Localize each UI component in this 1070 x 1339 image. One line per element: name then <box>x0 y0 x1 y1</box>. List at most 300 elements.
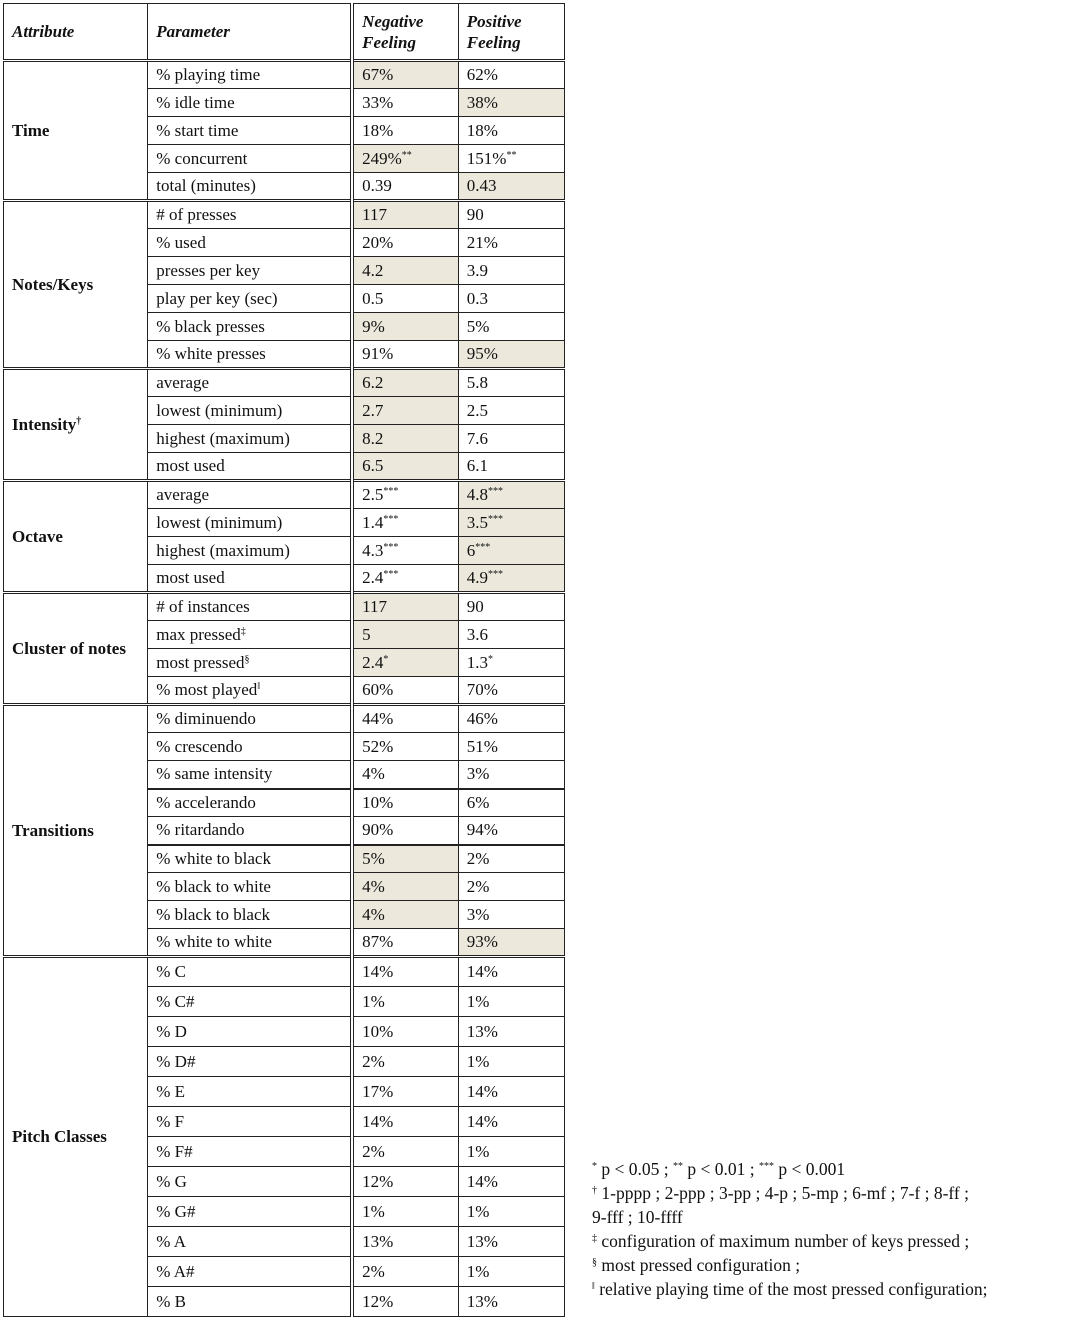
parameter-label: most used <box>156 568 225 587</box>
positive-value-cell <box>458 229 564 257</box>
negative-value-cell <box>352 509 458 537</box>
negative-value-cell <box>352 565 458 593</box>
parameter-cell <box>148 229 352 257</box>
negative-value-cell <box>352 1017 458 1047</box>
results-table <box>3 3 565 1317</box>
header-row <box>4 4 565 61</box>
positive-value: 3.5 <box>466 512 489 532</box>
footnotes <box>592 1157 1070 1301</box>
positive-value: 4.8 <box>466 485 489 504</box>
positive-value-cell <box>458 901 564 929</box>
positive-value-cell <box>458 89 564 117</box>
negative-value-cell <box>352 537 458 565</box>
parameter-label: most pressed <box>156 652 245 672</box>
negative-value: 87% <box>362 932 394 951</box>
parameter-label: % A <box>156 1231 186 1251</box>
attribute-label: Cluster of notes <box>12 638 126 658</box>
header-parameter: Parameter <box>148 4 352 61</box>
negative-value: 60% <box>362 680 394 699</box>
negative-sup: *** <box>383 569 399 580</box>
positive-value: 1% <box>466 1261 490 1281</box>
parameter-cell <box>148 901 352 929</box>
negative-sup: *** <box>383 541 399 553</box>
parameter-label: % black to black <box>156 904 271 924</box>
parameter-cell <box>148 257 352 285</box>
parameter-cell <box>148 1077 352 1107</box>
positive-value-cell <box>458 397 564 425</box>
parameter-cell <box>148 733 352 761</box>
negative-value: 13% <box>362 1231 394 1251</box>
attribute-sup: † <box>76 415 82 427</box>
positive-value-cell <box>458 1167 564 1197</box>
negative-value-cell <box>352 621 458 649</box>
negative-value: 249% <box>362 148 402 168</box>
negative-value-cell <box>352 285 458 313</box>
negative-value: 2.7 <box>362 400 384 420</box>
footnote-text: most pressed configuration ; <box>597 1255 801 1275</box>
positive-value-cell <box>458 1227 564 1257</box>
positive-value-cell <box>458 1077 564 1107</box>
positive-value-cell <box>458 621 564 649</box>
positive-value: 0.3 <box>466 288 489 308</box>
positive-value-cell <box>458 1257 564 1287</box>
parameter-cell <box>148 425 352 453</box>
positive-value: 1% <box>466 1201 490 1221</box>
positive-value-cell <box>458 565 564 593</box>
positive-value-cell <box>458 817 564 845</box>
positive-value: 90 <box>466 597 484 616</box>
footnote-most-played <box>592 1277 1070 1301</box>
parameter-label: lowest (minimum) <box>156 512 283 532</box>
parameter-label: % E <box>156 1081 186 1101</box>
positive-value-cell <box>458 649 564 677</box>
positive-value: 13% <box>466 1231 498 1251</box>
negative-value-cell <box>352 89 458 117</box>
positive-value: 6.1 <box>466 456 489 475</box>
parameter-cell <box>148 1137 352 1167</box>
parameter-cell <box>148 789 352 817</box>
negative-value: 0.5 <box>362 288 384 308</box>
positive-value: 2.5 <box>466 400 489 420</box>
negative-value-cell <box>352 397 458 425</box>
negative-sup: *** <box>383 486 399 497</box>
parameter-cell <box>148 649 352 677</box>
attribute-label: Notes/Keys <box>12 274 94 294</box>
table-row <box>4 201 565 229</box>
negative-sup: ** <box>401 149 412 161</box>
footnote-text: 1-pppp ; 2-ppp ; 3-pp ; 4-p ; 5-mp ; 6-mf ; 7-f ; 8-ff ; <box>597 1183 969 1203</box>
parameter-label: % same intensity <box>156 764 273 784</box>
negative-value: 2% <box>362 1051 385 1071</box>
negative-value: 10% <box>362 1021 394 1041</box>
negative-value: 6.5 <box>362 456 384 475</box>
positive-value: 18% <box>466 120 498 140</box>
positive-value: 6% <box>466 792 490 812</box>
parameter-cell <box>148 1257 352 1287</box>
positive-value-cell <box>458 537 564 565</box>
parameter-cell <box>148 341 352 369</box>
positive-value: 3% <box>466 904 490 924</box>
footnote-sup: ‡ <box>592 1233 597 1244</box>
attribute-label: Time <box>12 120 50 140</box>
footnote-text: configuration of maximum number of keys pressed ; <box>597 1231 970 1251</box>
parameter-cell <box>148 987 352 1017</box>
negative-value-cell <box>352 1197 458 1227</box>
positive-value: 90 <box>466 205 484 224</box>
negative-value-cell <box>352 201 458 229</box>
parameter-cell <box>148 61 352 89</box>
footnote-sup: *** <box>758 1161 774 1172</box>
negative-value-cell <box>352 987 458 1017</box>
positive-value-cell <box>458 873 564 901</box>
parameter-cell <box>148 873 352 901</box>
negative-value-cell <box>352 789 458 817</box>
attribute-cell <box>4 201 148 369</box>
attribute-cell <box>4 369 148 481</box>
positive-value-cell <box>458 1107 564 1137</box>
negative-value: 9% <box>362 316 385 336</box>
positive-value: 14% <box>466 1111 498 1131</box>
negative-value: 4.2 <box>362 260 384 280</box>
positive-value: 21% <box>466 232 498 252</box>
parameter-cell <box>148 761 352 789</box>
positive-value: 46% <box>466 709 498 728</box>
negative-value: 2.5 <box>362 485 384 504</box>
negative-value-cell <box>352 229 458 257</box>
negative-value: 44% <box>362 709 394 728</box>
attribute-cell <box>4 481 148 593</box>
negative-value: 14% <box>362 962 394 981</box>
negative-value-cell <box>352 901 458 929</box>
positive-value: 14% <box>466 962 498 981</box>
parameter-sup: ‡ <box>240 625 246 637</box>
positive-value-cell <box>458 257 564 285</box>
positive-value: 4.9 <box>466 568 489 587</box>
positive-value-cell <box>458 481 564 509</box>
negative-value: 52% <box>362 736 394 756</box>
parameter-sup: ‖ <box>257 681 261 692</box>
parameter-label: highest (maximum) <box>156 428 290 448</box>
footnote-intensity <box>592 1181 1070 1205</box>
parameter-label: % black to white <box>156 876 271 896</box>
parameter-label: most used <box>156 456 225 475</box>
attribute-cell <box>4 957 148 1317</box>
negative-value-cell <box>352 1137 458 1167</box>
positive-value: 93% <box>466 932 498 951</box>
parameter-cell <box>148 1107 352 1137</box>
positive-value-cell <box>458 117 564 145</box>
negative-value: 14% <box>362 1111 394 1131</box>
parameter-label: % idle time <box>156 92 235 112</box>
parameter-label: % D# <box>156 1051 196 1071</box>
positive-value: 1% <box>466 1141 490 1161</box>
negative-value: 2% <box>362 1141 385 1161</box>
negative-value-cell <box>352 313 458 341</box>
negative-value: 90% <box>362 820 394 840</box>
negative-value: 12% <box>362 1171 394 1191</box>
negative-value-cell <box>352 1257 458 1287</box>
parameter-label: % most played <box>156 680 258 699</box>
parameter-label: % C# <box>156 991 195 1011</box>
parameter-cell <box>148 201 352 229</box>
parameter-cell <box>148 705 352 733</box>
positive-value-cell <box>458 1197 564 1227</box>
footnote-sup: ‖ <box>592 1281 595 1292</box>
positive-value-cell <box>458 733 564 761</box>
parameter-label: % white to white <box>156 932 272 951</box>
negative-value: 1.4 <box>362 512 384 532</box>
attribute-label: Octave <box>12 526 63 546</box>
negative-value-cell <box>352 817 458 845</box>
parameter-cell <box>148 1197 352 1227</box>
positive-value: 5% <box>466 316 490 336</box>
footnote-text: p < 0.05 ; <box>597 1159 673 1179</box>
parameter-label: highest (maximum) <box>156 540 290 560</box>
positive-sup: * <box>488 653 494 665</box>
parameter-cell <box>148 397 352 425</box>
negative-value-cell <box>352 425 458 453</box>
negative-value-cell <box>352 257 458 285</box>
negative-value-cell <box>352 1077 458 1107</box>
negative-value-cell <box>352 677 458 705</box>
parameter-label: max pressed <box>156 624 241 644</box>
negative-value-cell <box>352 61 458 89</box>
parameter-sup: § <box>244 653 250 665</box>
negative-value: 12% <box>362 1291 394 1311</box>
positive-value: 94% <box>466 820 498 840</box>
parameter-cell <box>148 537 352 565</box>
parameter-cell <box>148 1167 352 1197</box>
positive-value-cell <box>458 845 564 873</box>
positive-value-cell <box>458 341 564 369</box>
parameter-cell <box>148 565 352 593</box>
positive-value: 14% <box>466 1081 498 1101</box>
footnote-text: relative playing time of the most pressed configuration; <box>594 1279 988 1299</box>
negative-value-cell <box>352 929 458 957</box>
parameter-label: % white to black <box>156 848 271 868</box>
positive-value: 6 <box>466 540 476 560</box>
attribute-label: Transitions <box>12 820 94 840</box>
footnote-most-pressed <box>592 1253 1070 1277</box>
positive-value-cell <box>458 761 564 789</box>
negative-value-cell <box>352 705 458 733</box>
positive-value-cell <box>458 285 564 313</box>
positive-value-cell <box>458 929 564 957</box>
negative-value: 4% <box>362 764 385 784</box>
parameter-label: % black presses <box>156 316 265 336</box>
negative-value-cell <box>352 1167 458 1197</box>
positive-value: 95% <box>466 344 498 363</box>
parameter-label: % F# <box>156 1141 193 1161</box>
positive-value: 70% <box>466 680 498 699</box>
table-row <box>4 705 565 733</box>
footnote-max-pressed <box>592 1229 1070 1253</box>
positive-value-cell <box>458 145 564 173</box>
parameter-cell <box>148 957 352 987</box>
positive-value-cell <box>458 1137 564 1167</box>
negative-value-cell <box>352 453 458 481</box>
negative-value: 10% <box>362 792 394 812</box>
positive-sup: *** <box>475 541 491 553</box>
footnote-sup: § <box>592 1257 597 1268</box>
parameter-label: # of presses <box>156 205 237 224</box>
parameter-label: play per key (sec) <box>156 288 278 308</box>
parameter-cell <box>148 1047 352 1077</box>
negative-value-cell <box>352 1047 458 1077</box>
positive-value-cell <box>458 173 564 201</box>
negative-value: 2.4 <box>362 652 384 672</box>
negative-value: 1% <box>362 1201 385 1221</box>
parameter-cell <box>148 677 352 705</box>
parameter-cell <box>148 509 352 537</box>
positive-value: 1% <box>466 991 490 1011</box>
positive-sup: *** <box>488 569 504 580</box>
negative-value: 5% <box>362 848 385 868</box>
parameter-label: % start time <box>156 120 239 140</box>
negative-sup: *** <box>383 513 399 525</box>
positive-value: 13% <box>466 1291 498 1311</box>
positive-value: 1.3 <box>466 652 489 672</box>
parameter-label: total (minutes) <box>156 176 256 195</box>
parameter-label: % D <box>156 1021 187 1041</box>
negative-value-cell <box>352 761 458 789</box>
parameter-cell <box>148 313 352 341</box>
positive-value-cell <box>458 1047 564 1077</box>
parameter-label: # of instances <box>156 597 250 616</box>
parameter-label: % B <box>156 1291 186 1311</box>
negative-value: 91% <box>362 344 394 363</box>
attribute-cell <box>4 593 148 705</box>
footnote-sup: ** <box>672 1161 683 1172</box>
negative-value: 4.3 <box>362 540 384 560</box>
positive-value: 1% <box>466 1051 490 1071</box>
footnote-sup: * <box>592 1161 597 1172</box>
parameter-cell <box>148 117 352 145</box>
parameter-cell <box>148 1287 352 1317</box>
negative-value-cell <box>352 1227 458 1257</box>
positive-value-cell <box>458 705 564 733</box>
positive-value-cell <box>458 593 564 621</box>
parameter-label: % diminuendo <box>156 709 256 728</box>
negative-value-cell <box>352 145 458 173</box>
positive-value: 14% <box>466 1171 498 1191</box>
parameter-cell <box>148 1227 352 1257</box>
parameter-label: % crescendo <box>156 736 243 756</box>
parameter-cell <box>148 453 352 481</box>
positive-value-cell <box>458 789 564 817</box>
negative-value-cell <box>352 957 458 987</box>
positive-value: 3.6 <box>466 624 489 644</box>
positive-value-cell <box>458 1017 564 1047</box>
negative-value: 0.39 <box>362 176 392 195</box>
header-positive: Positive Feeling <box>458 4 564 61</box>
negative-value-cell <box>352 649 458 677</box>
header-negative: Negative Feeling <box>352 4 458 61</box>
footnote-sup: † <box>592 1185 597 1196</box>
negative-value-cell <box>352 117 458 145</box>
positive-value-cell <box>458 425 564 453</box>
parameter-cell <box>148 929 352 957</box>
footnote-significance <box>592 1157 1070 1181</box>
negative-value: 4% <box>362 904 385 924</box>
negative-value: 117 <box>362 205 387 224</box>
parameter-label: % G <box>156 1171 187 1191</box>
attribute-cell <box>4 705 148 957</box>
parameter-label: % C <box>156 962 186 981</box>
parameter-cell <box>148 593 352 621</box>
negative-value-cell <box>352 1287 458 1317</box>
negative-value-cell <box>352 173 458 201</box>
parameter-label: % ritardando <box>156 820 245 840</box>
positive-value-cell <box>458 313 564 341</box>
footnote-text: p < 0.01 ; <box>682 1159 759 1179</box>
attribute-label: Intensity <box>12 414 77 434</box>
positive-value: 38% <box>466 92 498 112</box>
positive-value-cell <box>458 957 564 987</box>
parameter-cell <box>148 1017 352 1047</box>
positive-value-cell <box>458 201 564 229</box>
positive-value: 3.9 <box>466 260 489 280</box>
parameter-label: lowest (minimum) <box>156 400 283 420</box>
positive-value-cell <box>458 509 564 537</box>
negative-value: 33% <box>362 92 394 112</box>
positive-value: 62% <box>466 65 498 84</box>
positive-value: 151% <box>466 148 507 168</box>
negative-value: 4% <box>362 876 385 896</box>
parameter-label: % playing time <box>156 65 261 84</box>
parameter-label: % used <box>156 232 206 252</box>
parameter-cell <box>148 145 352 173</box>
negative-value: 2.4 <box>362 568 384 587</box>
parameter-label: presses per key <box>156 260 261 280</box>
parameter-label: % A# <box>156 1261 195 1281</box>
negative-value: 2% <box>362 1261 385 1281</box>
table-row <box>4 593 565 621</box>
parameter-cell <box>148 817 352 845</box>
positive-sup: *** <box>488 486 504 497</box>
positive-value: 5.8 <box>466 373 489 392</box>
parameter-cell <box>148 173 352 201</box>
table-row <box>4 369 565 397</box>
parameter-label: average <box>156 485 210 504</box>
parameter-cell <box>148 481 352 509</box>
negative-value: 20% <box>362 232 394 252</box>
parameter-cell <box>148 369 352 397</box>
parameter-cell <box>148 89 352 117</box>
parameter-label: average <box>156 373 210 392</box>
header-attribute: Attribute <box>4 4 148 61</box>
positive-value: 2% <box>466 848 490 868</box>
parameter-label: % white presses <box>156 344 266 363</box>
negative-value-cell <box>352 341 458 369</box>
parameter-label: % accelerando <box>156 792 256 812</box>
attribute-label: Pitch Classes <box>12 1127 107 1146</box>
positive-value: 13% <box>466 1021 498 1041</box>
attribute-cell <box>4 61 148 201</box>
positive-value: 2% <box>466 876 490 896</box>
positive-value-cell <box>458 987 564 1017</box>
positive-sup: ** <box>506 149 517 161</box>
footnote-text: p < 0.001 <box>773 1159 846 1179</box>
parameter-label: % concurrent <box>156 148 248 168</box>
parameter-cell <box>148 845 352 873</box>
parameter-cell <box>148 285 352 313</box>
footnote-intensity-cont: 9-fff ; 10-ffff <box>592 1207 683 1227</box>
negative-value-cell <box>352 369 458 397</box>
negative-value: 5 <box>362 624 371 644</box>
negative-sup: * <box>383 653 389 665</box>
positive-value: 51% <box>466 736 498 756</box>
